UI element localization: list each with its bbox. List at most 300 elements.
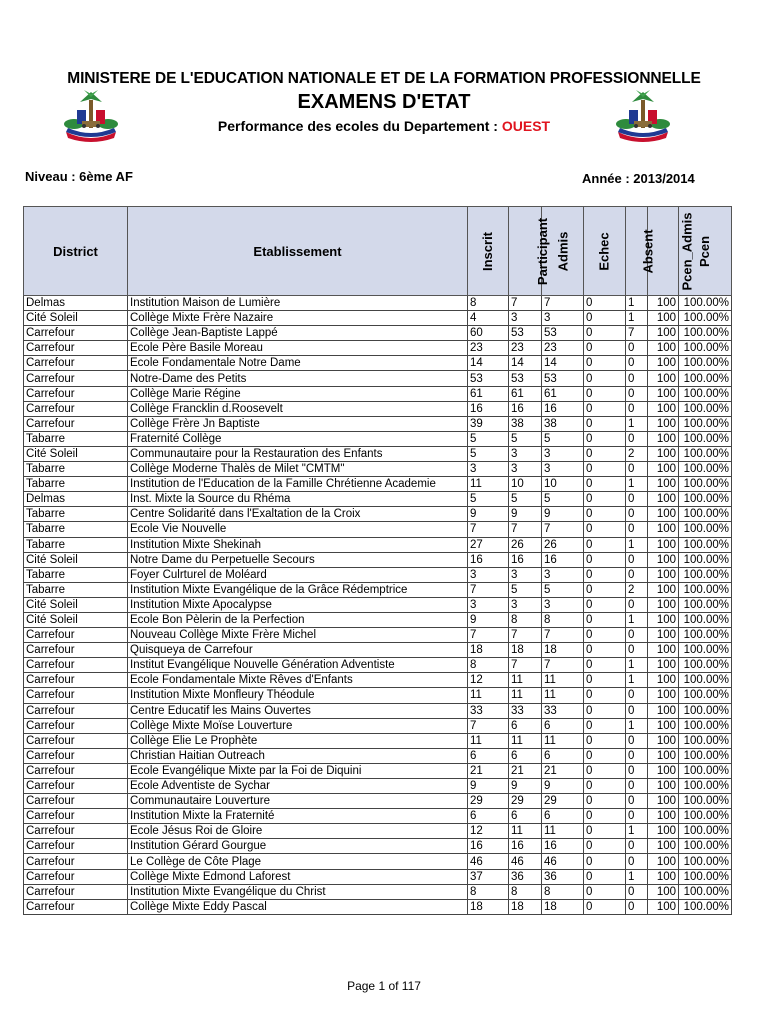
cell-inscrit: 5 xyxy=(468,446,509,461)
table-row xyxy=(24,779,732,794)
cell-admis: 53 xyxy=(542,371,584,386)
cell-inscrit: 39 xyxy=(468,416,509,431)
table-row xyxy=(24,462,732,477)
cell-pcen-admis: 100 xyxy=(648,628,679,643)
cell-echec: 0 xyxy=(584,296,626,311)
cell-echec: 0 xyxy=(584,446,626,461)
cell-participant: 7 xyxy=(509,296,542,311)
cell-etablissement: Centre Solidarité dans l'Exaltation de la Croix xyxy=(128,507,468,522)
department-name: OUEST xyxy=(501,118,551,134)
cell-participant: 38 xyxy=(509,416,542,431)
cell-inscrit: 14 xyxy=(468,356,509,371)
table-row xyxy=(24,296,732,311)
table-row xyxy=(24,341,732,356)
cell-admis: 14 xyxy=(542,356,584,371)
cell-absent: 0 xyxy=(626,597,648,612)
table-row xyxy=(24,794,732,809)
annee-label: Année : 2013/2014 xyxy=(582,171,695,186)
cell-district: Carrefour xyxy=(24,779,128,794)
cell-admis: 9 xyxy=(542,507,584,522)
cell-participant: 5 xyxy=(509,582,542,597)
cell-etablissement: Ecole Vie Nouvelle xyxy=(128,522,468,537)
cell-absent: 0 xyxy=(626,522,648,537)
cell-absent: 0 xyxy=(626,643,648,658)
cell-pcen: 100.00% xyxy=(679,612,732,627)
cell-inscrit: 6 xyxy=(468,748,509,763)
cell-district: Carrefour xyxy=(24,794,128,809)
cell-admis: 5 xyxy=(542,582,584,597)
cell-etablissement: Institution Mixte la Fraternité xyxy=(128,809,468,824)
cell-participant: 8 xyxy=(509,884,542,899)
cell-absent: 2 xyxy=(626,446,648,461)
cell-etablissement: Ecole Jésus Roi de Gloire xyxy=(128,824,468,839)
cell-district: Delmas xyxy=(24,296,128,311)
cell-pcen: 100.00% xyxy=(679,884,732,899)
table-row xyxy=(24,809,732,824)
cell-etablissement: Notre-Dame des Petits xyxy=(128,371,468,386)
cell-etablissement: Notre Dame du Perpetuelle Secours xyxy=(128,552,468,567)
cell-pcen: 100.00% xyxy=(679,869,732,884)
cell-participant: 16 xyxy=(509,552,542,567)
cell-admis: 26 xyxy=(542,537,584,552)
cell-absent: 0 xyxy=(626,809,648,824)
cell-absent: 1 xyxy=(626,673,648,688)
haiti-coat-of-arms-icon xyxy=(612,88,674,142)
cell-participant: 7 xyxy=(509,522,542,537)
cell-pcen: 100.00% xyxy=(679,326,732,341)
cell-pcen-admis: 100 xyxy=(648,431,679,446)
column-header-absent: Absent xyxy=(626,207,648,296)
cell-etablissement: Institution Maison de Lumière xyxy=(128,296,468,311)
cell-pcen: 100.00% xyxy=(679,537,732,552)
cell-pcen: 100.00% xyxy=(679,658,732,673)
cell-admis: 6 xyxy=(542,748,584,763)
cell-echec: 0 xyxy=(584,462,626,477)
cell-pcen: 100.00% xyxy=(679,718,732,733)
cell-pcen-admis: 100 xyxy=(648,311,679,326)
cell-echec: 0 xyxy=(584,597,626,612)
cell-district: Carrefour xyxy=(24,839,128,854)
cell-district: Tabarre xyxy=(24,567,128,582)
cell-admis: 18 xyxy=(542,643,584,658)
cell-etablissement: Ecole Fondamentale Mixte Rêves d'Enfants xyxy=(128,673,468,688)
cell-district: Cité Soleil xyxy=(24,612,128,627)
results-table xyxy=(23,206,732,915)
cell-absent: 0 xyxy=(626,356,648,371)
cell-absent: 1 xyxy=(626,537,648,552)
cell-pcen-admis: 100 xyxy=(648,658,679,673)
cell-pcen-admis: 100 xyxy=(648,386,679,401)
cell-pcen: 100.00% xyxy=(679,582,732,597)
cell-pcen: 100.00% xyxy=(679,643,732,658)
cell-absent: 0 xyxy=(626,552,648,567)
cell-echec: 0 xyxy=(584,371,626,386)
cell-pcen: 100.00% xyxy=(679,311,732,326)
table-row xyxy=(24,658,732,673)
cell-absent: 1 xyxy=(626,612,648,627)
cell-participant: 9 xyxy=(509,779,542,794)
cell-inscrit: 16 xyxy=(468,839,509,854)
cell-etablissement: Christian Haitian Outreach xyxy=(128,748,468,763)
cell-pcen: 100.00% xyxy=(679,401,732,416)
cell-etablissement: Communautaire Louverture xyxy=(128,794,468,809)
cell-pcen-admis: 100 xyxy=(648,839,679,854)
cell-etablissement: Institut Evangélique Nouvelle Génération Adventiste xyxy=(128,658,468,673)
cell-pcen: 100.00% xyxy=(679,733,732,748)
cell-pcen-admis: 100 xyxy=(648,477,679,492)
cell-participant: 18 xyxy=(509,899,542,914)
cell-inscrit: 60 xyxy=(468,326,509,341)
cell-district: Delmas xyxy=(24,492,128,507)
cell-admis: 16 xyxy=(542,552,584,567)
cell-district: Tabarre xyxy=(24,431,128,446)
cell-echec: 0 xyxy=(584,311,626,326)
cell-inscrit: 3 xyxy=(468,462,509,477)
cell-pcen: 100.00% xyxy=(679,597,732,612)
cell-inscrit: 9 xyxy=(468,507,509,522)
cell-absent: 0 xyxy=(626,748,648,763)
cell-inscrit: 27 xyxy=(468,537,509,552)
cell-district: Carrefour xyxy=(24,748,128,763)
table-row xyxy=(24,884,732,899)
table-row xyxy=(24,869,732,884)
cell-pcen: 100.00% xyxy=(679,763,732,778)
cell-admis: 6 xyxy=(542,809,584,824)
table-header-row xyxy=(24,207,732,296)
table-row xyxy=(24,567,732,582)
cell-etablissement: Nouveau Collège Mixte Frère Michel xyxy=(128,628,468,643)
cell-admis: 29 xyxy=(542,794,584,809)
cell-admis: 11 xyxy=(542,688,584,703)
cell-admis: 3 xyxy=(542,567,584,582)
table-row xyxy=(24,386,732,401)
cell-pcen: 100.00% xyxy=(679,416,732,431)
cell-absent: 1 xyxy=(626,416,648,431)
cell-pcen-admis: 100 xyxy=(648,748,679,763)
table-row xyxy=(24,733,732,748)
subtitle-prefix: Performance des ecoles du Departement : xyxy=(217,118,502,134)
cell-participant: 16 xyxy=(509,401,542,416)
cell-pcen-admis: 100 xyxy=(648,899,679,914)
cell-echec: 0 xyxy=(584,748,626,763)
cell-admis: 7 xyxy=(542,658,584,673)
cell-echec: 0 xyxy=(584,809,626,824)
cell-pcen: 100.00% xyxy=(679,779,732,794)
table-row xyxy=(24,356,732,371)
cell-admis: 46 xyxy=(542,854,584,869)
cell-echec: 0 xyxy=(584,537,626,552)
cell-district: Carrefour xyxy=(24,884,128,899)
cell-admis: 7 xyxy=(542,522,584,537)
table-row xyxy=(24,824,732,839)
cell-inscrit: 18 xyxy=(468,899,509,914)
cell-participant: 36 xyxy=(509,869,542,884)
cell-participant: 61 xyxy=(509,386,542,401)
cell-echec: 0 xyxy=(584,839,626,854)
cell-pcen-admis: 100 xyxy=(648,824,679,839)
table-row xyxy=(24,477,732,492)
cell-district: Carrefour xyxy=(24,416,128,431)
cell-participant: 11 xyxy=(509,688,542,703)
cell-echec: 0 xyxy=(584,431,626,446)
column-header-pcen: Pcen xyxy=(679,207,732,296)
cell-pcen-admis: 100 xyxy=(648,371,679,386)
cell-etablissement: Institution Mixte Apocalypse xyxy=(128,597,468,612)
cell-inscrit: 7 xyxy=(468,522,509,537)
ministry-title: MINISTERE DE L'EDUCATION NATIONALE ET DE LA FORMATION PROFESSIONNELLE xyxy=(67,70,701,87)
cell-pcen: 100.00% xyxy=(679,703,732,718)
cell-pcen-admis: 100 xyxy=(648,567,679,582)
cell-absent: 1 xyxy=(626,869,648,884)
cell-admis: 36 xyxy=(542,869,584,884)
cell-absent: 0 xyxy=(626,492,648,507)
cell-pcen: 100.00% xyxy=(679,628,732,643)
cell-admis: 33 xyxy=(542,703,584,718)
cell-echec: 0 xyxy=(584,658,626,673)
cell-absent: 0 xyxy=(626,899,648,914)
cell-pcen: 100.00% xyxy=(679,809,732,824)
cell-etablissement: Collège Moderne Thalès de Milet "CMTM" xyxy=(128,462,468,477)
cell-inscrit: 18 xyxy=(468,643,509,658)
cell-participant: 6 xyxy=(509,809,542,824)
niveau-label: Niveau : 6ème AF xyxy=(25,169,133,184)
cell-district: Cité Soleil xyxy=(24,552,128,567)
cell-etablissement: Ecole Bon Pèlerin de la Perfection xyxy=(128,612,468,627)
cell-echec: 0 xyxy=(584,401,626,416)
cell-inscrit: 61 xyxy=(468,386,509,401)
cell-participant: 6 xyxy=(509,718,542,733)
table-row xyxy=(24,416,732,431)
cell-district: Carrefour xyxy=(24,356,128,371)
cell-echec: 0 xyxy=(584,477,626,492)
cell-pcen-admis: 100 xyxy=(648,884,679,899)
cell-admis: 38 xyxy=(542,416,584,431)
table-row xyxy=(24,854,732,869)
table-row xyxy=(24,628,732,643)
cell-pcen: 100.00% xyxy=(679,748,732,763)
cell-etablissement: Ecole Père Basile Moreau xyxy=(128,341,468,356)
cell-pcen: 100.00% xyxy=(679,673,732,688)
cell-echec: 0 xyxy=(584,416,626,431)
cell-echec: 0 xyxy=(584,718,626,733)
table-row xyxy=(24,582,732,597)
cell-inscrit: 53 xyxy=(468,371,509,386)
cell-absent: 0 xyxy=(626,401,648,416)
cell-participant: 9 xyxy=(509,507,542,522)
cell-admis: 21 xyxy=(542,763,584,778)
cell-etablissement: Foyer Culrturel de Moléard xyxy=(128,567,468,582)
cell-pcen-admis: 100 xyxy=(648,522,679,537)
cell-pcen-admis: 100 xyxy=(648,688,679,703)
table-row xyxy=(24,371,732,386)
cell-participant: 11 xyxy=(509,733,542,748)
cell-district: Carrefour xyxy=(24,688,128,703)
cell-admis: 3 xyxy=(542,597,584,612)
cell-district: Carrefour xyxy=(24,854,128,869)
cell-participant: 46 xyxy=(509,854,542,869)
cell-etablissement: Ecole Adventiste de Sychar xyxy=(128,779,468,794)
cell-inscrit: 8 xyxy=(468,296,509,311)
cell-pcen-admis: 100 xyxy=(648,341,679,356)
cell-pcen-admis: 100 xyxy=(648,296,679,311)
cell-inscrit: 12 xyxy=(468,824,509,839)
table-row xyxy=(24,522,732,537)
column-header-etablissement: Etablissement xyxy=(128,207,468,296)
cell-pcen-admis: 100 xyxy=(648,597,679,612)
cell-pcen-admis: 100 xyxy=(648,718,679,733)
cell-admis: 5 xyxy=(542,431,584,446)
cell-district: Tabarre xyxy=(24,507,128,522)
cell-echec: 0 xyxy=(584,824,626,839)
cell-admis: 23 xyxy=(542,341,584,356)
cell-pcen-admis: 100 xyxy=(648,326,679,341)
cell-absent: 1 xyxy=(626,824,648,839)
cell-absent: 0 xyxy=(626,688,648,703)
cell-echec: 0 xyxy=(584,703,626,718)
cell-echec: 0 xyxy=(584,763,626,778)
table-row xyxy=(24,537,732,552)
cell-pcen: 100.00% xyxy=(679,854,732,869)
cell-etablissement: Ecole Fondamentale Notre Dame xyxy=(128,356,468,371)
cell-echec: 0 xyxy=(584,884,626,899)
cell-etablissement: Collège Elie Le Prophète xyxy=(128,733,468,748)
cell-district: Tabarre xyxy=(24,537,128,552)
cell-echec: 0 xyxy=(584,854,626,869)
cell-absent: 7 xyxy=(626,326,648,341)
cell-pcen-admis: 100 xyxy=(648,643,679,658)
cell-admis: 16 xyxy=(542,401,584,416)
cell-pcen-admis: 100 xyxy=(648,401,679,416)
table-row xyxy=(24,839,732,854)
cell-district: Carrefour xyxy=(24,869,128,884)
cell-inscrit: 11 xyxy=(468,477,509,492)
table-row xyxy=(24,597,732,612)
cell-district: Carrefour xyxy=(24,326,128,341)
cell-participant: 33 xyxy=(509,703,542,718)
cell-district: Carrefour xyxy=(24,899,128,914)
column-header-participant: Participant xyxy=(509,207,542,296)
table-row xyxy=(24,763,732,778)
cell-district: Carrefour xyxy=(24,824,128,839)
cell-absent: 0 xyxy=(626,628,648,643)
cell-pcen: 100.00% xyxy=(679,794,732,809)
cell-pcen-admis: 100 xyxy=(648,492,679,507)
cell-inscrit: 16 xyxy=(468,401,509,416)
table-row xyxy=(24,612,732,627)
table-row xyxy=(24,899,732,914)
cell-inscrit: 33 xyxy=(468,703,509,718)
cell-etablissement: Institution Mixte Evangélique de la Grâce Rédemptrice xyxy=(128,582,468,597)
cell-district: Carrefour xyxy=(24,763,128,778)
cell-inscrit: 37 xyxy=(468,869,509,884)
cell-inscrit: 16 xyxy=(468,552,509,567)
cell-pcen: 100.00% xyxy=(679,552,732,567)
cell-echec: 0 xyxy=(584,673,626,688)
cell-absent: 1 xyxy=(626,311,648,326)
cell-etablissement: Institution Mixte Evangélique du Christ xyxy=(128,884,468,899)
cell-admis: 6 xyxy=(542,718,584,733)
cell-admis: 8 xyxy=(542,884,584,899)
cell-pcen-admis: 100 xyxy=(648,582,679,597)
results-table-body xyxy=(24,296,732,915)
cell-district: Cité Soleil xyxy=(24,446,128,461)
cell-inscrit: 12 xyxy=(468,673,509,688)
table-row xyxy=(24,673,732,688)
cell-district: Carrefour xyxy=(24,386,128,401)
cell-etablissement: Quisqueya de Carrefour xyxy=(128,643,468,658)
table-row xyxy=(24,703,732,718)
cell-absent: 0 xyxy=(626,371,648,386)
cell-inscrit: 8 xyxy=(468,884,509,899)
cell-participant: 26 xyxy=(509,537,542,552)
cell-echec: 0 xyxy=(584,507,626,522)
cell-admis: 7 xyxy=(542,296,584,311)
table-row xyxy=(24,401,732,416)
cell-participant: 3 xyxy=(509,462,542,477)
cell-echec: 0 xyxy=(584,779,626,794)
cell-echec: 0 xyxy=(584,869,626,884)
table-row xyxy=(24,311,732,326)
cell-etablissement: Collège Mixte Eddy Pascal xyxy=(128,899,468,914)
cell-absent: 0 xyxy=(626,763,648,778)
cell-inscrit: 46 xyxy=(468,854,509,869)
cell-admis: 11 xyxy=(542,673,584,688)
cell-admis: 3 xyxy=(542,311,584,326)
cell-district: Cité Soleil xyxy=(24,597,128,612)
cell-district: Carrefour xyxy=(24,809,128,824)
cell-admis: 11 xyxy=(542,733,584,748)
cell-absent: 0 xyxy=(626,839,648,854)
page-footer: Page 1 of 117 xyxy=(347,979,421,993)
cell-absent: 1 xyxy=(626,718,648,733)
cell-etablissement: Institution de l'Education de la Famille Chrétienne Academie xyxy=(128,477,468,492)
cell-pcen: 100.00% xyxy=(679,386,732,401)
cell-pcen: 100.00% xyxy=(679,507,732,522)
cell-admis: 3 xyxy=(542,446,584,461)
cell-participant: 5 xyxy=(509,492,542,507)
table-row xyxy=(24,492,732,507)
cell-echec: 0 xyxy=(584,341,626,356)
haiti-coat-of-arms-icon xyxy=(60,88,122,142)
cell-etablissement: Collège Jean-Baptiste Lappé xyxy=(128,326,468,341)
cell-echec: 0 xyxy=(584,522,626,537)
cell-pcen-admis: 100 xyxy=(648,612,679,627)
cell-participant: 7 xyxy=(509,658,542,673)
cell-participant: 11 xyxy=(509,673,542,688)
cell-pcen-admis: 100 xyxy=(648,537,679,552)
cell-pcen-admis: 100 xyxy=(648,462,679,477)
cell-absent: 1 xyxy=(626,477,648,492)
cell-pcen-admis: 100 xyxy=(648,446,679,461)
cell-pcen-admis: 100 xyxy=(648,779,679,794)
cell-echec: 0 xyxy=(584,567,626,582)
cell-inscrit: 21 xyxy=(468,763,509,778)
cell-participant: 3 xyxy=(509,597,542,612)
cell-district: Carrefour xyxy=(24,643,128,658)
cell-etablissement: Collège Francklin d.Roosevelt xyxy=(128,401,468,416)
cell-district: Tabarre xyxy=(24,462,128,477)
table-row xyxy=(24,688,732,703)
cell-pcen: 100.00% xyxy=(679,371,732,386)
column-header-inscrit: Inscrit xyxy=(468,207,509,296)
cell-district: Carrefour xyxy=(24,658,128,673)
cell-pcen: 100.00% xyxy=(679,839,732,854)
table-row xyxy=(24,748,732,763)
cell-pcen-admis: 100 xyxy=(648,552,679,567)
cell-inscrit: 3 xyxy=(468,597,509,612)
cell-pcen-admis: 100 xyxy=(648,356,679,371)
cell-etablissement: Ecole Evangélique Mixte par la Foi de Diquini xyxy=(128,763,468,778)
